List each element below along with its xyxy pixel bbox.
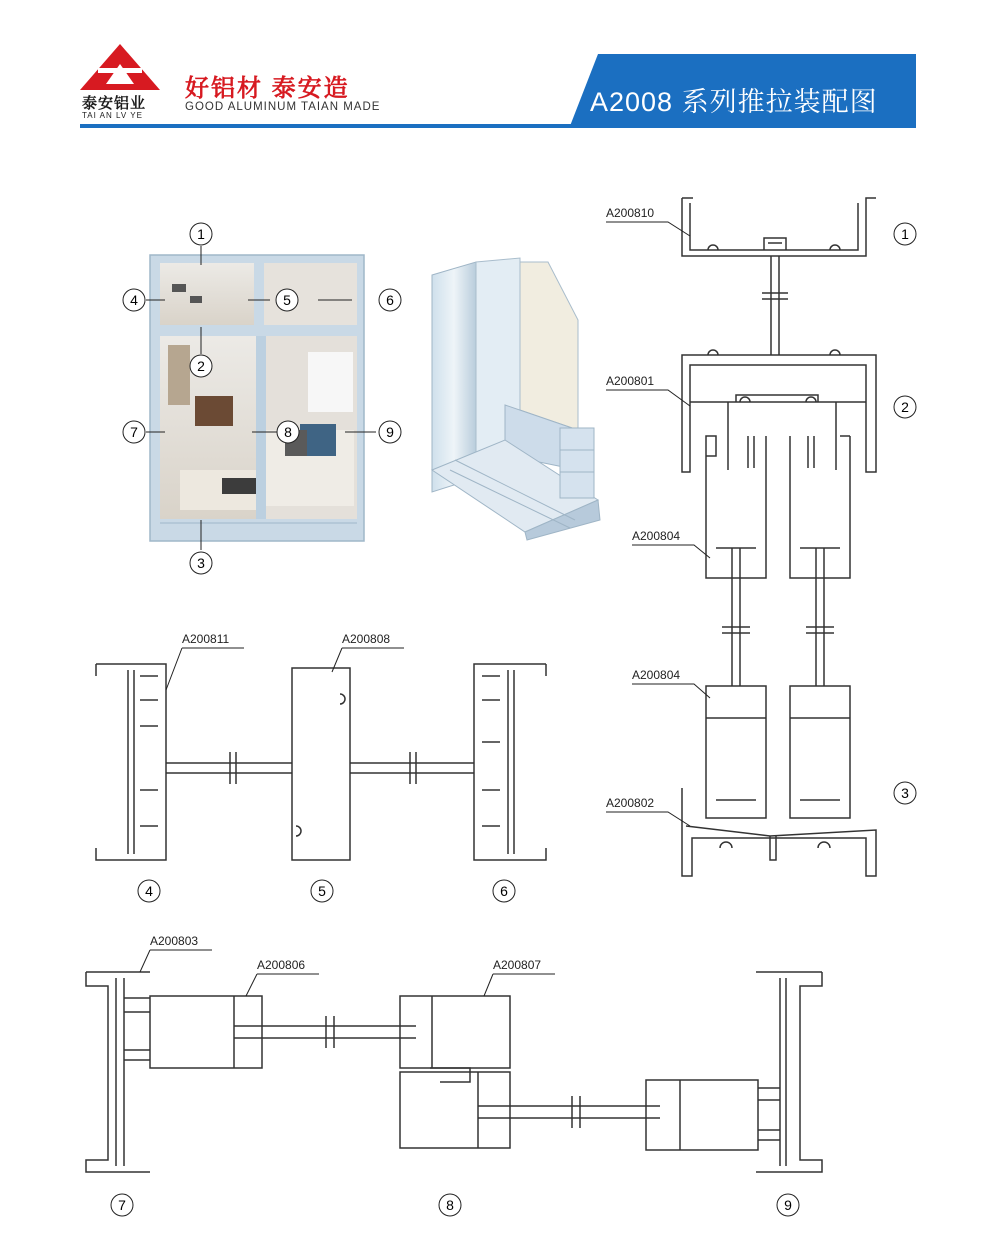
slogan-cn: 好铝材 泰安造	[185, 75, 350, 102]
profile-corner-render	[432, 258, 600, 540]
section-vertical	[682, 198, 876, 876]
window-callout-9	[379, 421, 401, 443]
window-callout-1	[190, 223, 212, 245]
svg-text:5: 5	[283, 292, 291, 308]
page-title: A2008 系列推拉装配图	[590, 87, 878, 117]
svg-text:4: 4	[145, 883, 153, 899]
svg-text:2: 2	[197, 358, 205, 374]
slogan-en: GOOD ALUMINUM TAIAN MADE	[185, 101, 381, 113]
section-horizontal-top	[96, 664, 546, 860]
section-number-7	[111, 1194, 133, 1216]
window-callout-8	[277, 421, 299, 443]
svg-text:1: 1	[901, 226, 909, 242]
part-label-a200811: A200811	[182, 632, 230, 646]
svg-text:8: 8	[446, 1197, 454, 1213]
part-label-a200810: A200810	[606, 206, 655, 220]
company-name-en: TAI AN LV YE	[82, 111, 143, 120]
part-label-a200802: A200802	[606, 796, 655, 810]
window-callout-3	[190, 552, 212, 574]
section-horizontal-bottom	[86, 972, 822, 1172]
svg-text:4: 4	[130, 292, 138, 308]
window-callout-7	[123, 421, 145, 443]
svg-text:7: 7	[130, 424, 138, 440]
part-label-a200803: A200803	[150, 934, 199, 948]
section-number-9	[777, 1194, 799, 1216]
part-label-a200807: A200807	[493, 958, 542, 972]
svg-text:9: 9	[386, 424, 394, 440]
svg-text:7: 7	[118, 1197, 126, 1213]
svg-text:9: 9	[784, 1197, 792, 1213]
section-number-8	[439, 1194, 461, 1216]
svg-text:5: 5	[318, 883, 326, 899]
section-number-6	[493, 880, 515, 902]
section-number-3	[894, 782, 916, 804]
section-number-5	[311, 880, 333, 902]
window-callout-4	[123, 289, 145, 311]
window-callout-6	[379, 289, 401, 311]
svg-text:1: 1	[197, 226, 205, 242]
section-number-1	[894, 223, 916, 245]
svg-text:2: 2	[901, 399, 909, 415]
part-label-a200808: A200808	[342, 632, 391, 646]
part-label-a200804: A200804	[632, 668, 681, 682]
part-label-a200806: A200806	[257, 958, 306, 972]
part-label-a200801: A200801	[606, 374, 655, 388]
section-number-2	[894, 396, 916, 418]
svg-text:3: 3	[901, 785, 909, 801]
window-callout-2	[190, 355, 212, 377]
svg-text:8: 8	[284, 424, 292, 440]
part-label-a200804: A200804	[632, 529, 681, 543]
window-callout-5	[276, 289, 298, 311]
svg-text:6: 6	[386, 292, 394, 308]
section-number-4	[138, 880, 160, 902]
company-name-cn: 泰安铝业	[82, 95, 147, 112]
window-photo	[150, 255, 364, 541]
svg-text:6: 6	[500, 883, 508, 899]
svg-text:3: 3	[197, 555, 205, 571]
